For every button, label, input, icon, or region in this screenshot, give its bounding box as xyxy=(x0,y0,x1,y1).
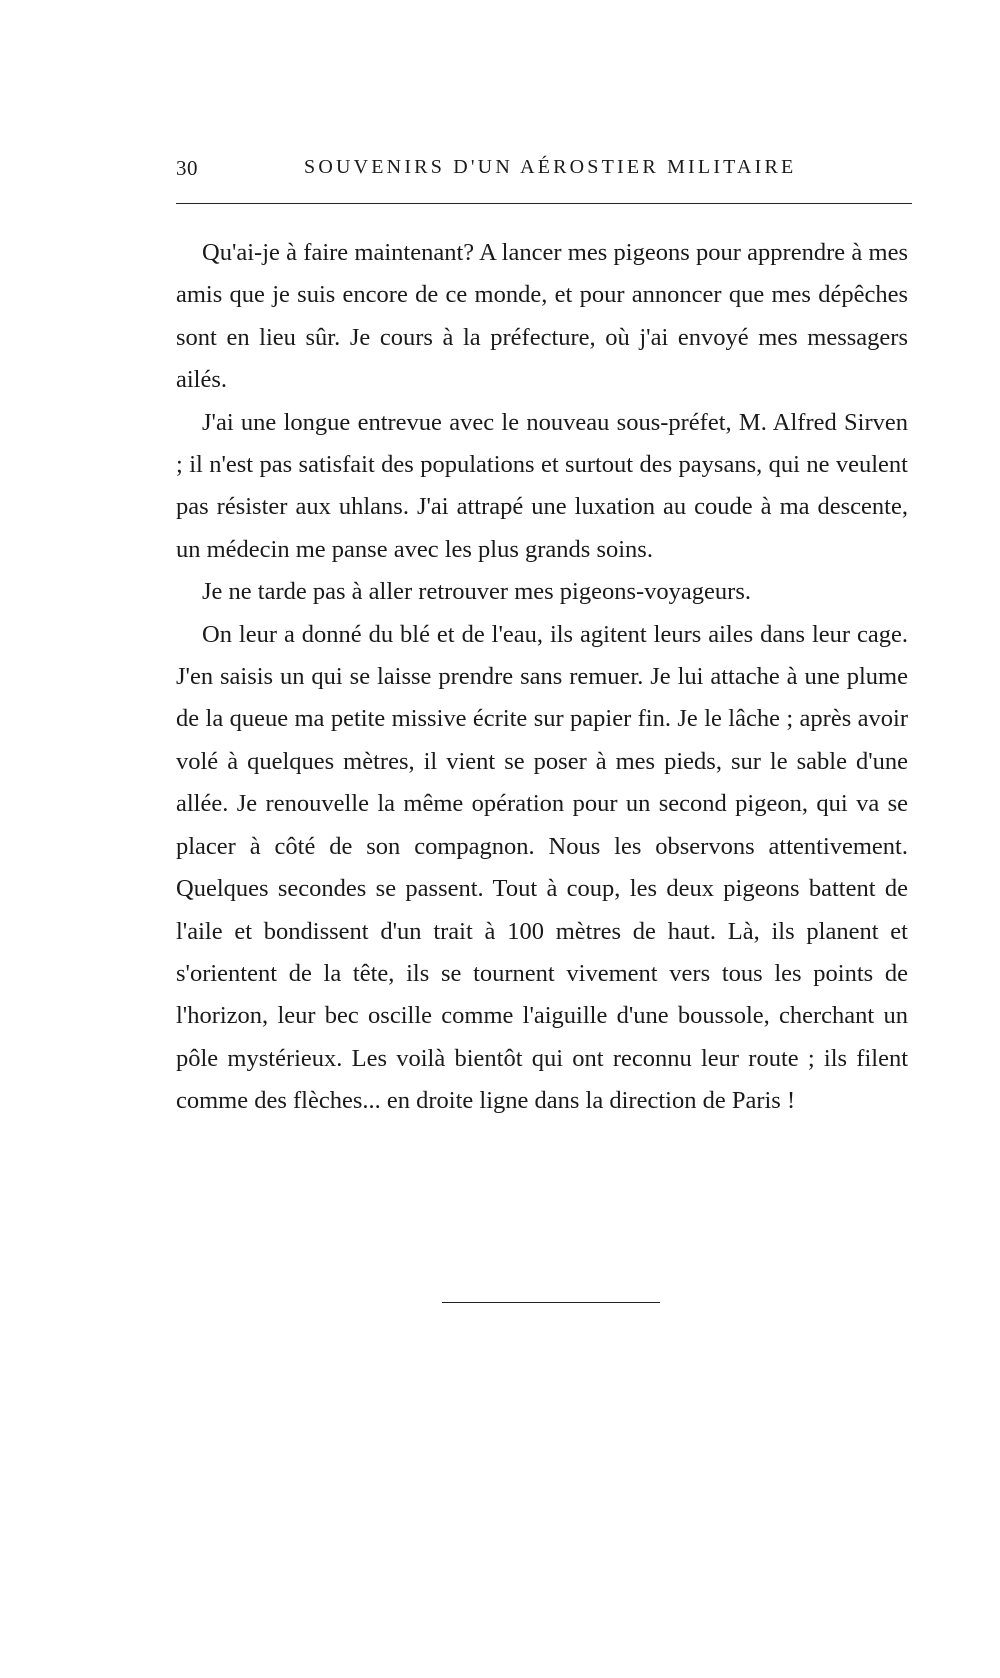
end-rule xyxy=(442,1302,660,1303)
header-rule xyxy=(176,203,912,204)
paragraph: Qu'ai-je à faire maintenant? A lancer mes pigeons pour apprendre à mes amis que je suis encore de ce monde, et pour annoncer que mes dépêches sont en lieu sûr. Je cours à la préfecture, où j'ai envoyé mes messagers ailés. xyxy=(176,239,908,394)
running-head xyxy=(176,156,912,186)
paragraph: J'ai une longue entrevue avec le nouveau sous-préfet, M. Alfred Sirven ; il n'est pas satisfait des populations et surtout des paysans, qui ne veulent pas résister aux uhlans. J'ai attrapé une luxation au coude à ma descente, un médecin me panse avec les plus grands soins. xyxy=(176,408,908,563)
running-title: SOUVENIRS D'UN AÉROSTIER MILITAIRE xyxy=(304,156,797,178)
page-number: 30 xyxy=(176,156,198,180)
paragraph: Je ne tarde pas à aller retrouver mes pigeons-voyageurs. xyxy=(202,578,751,606)
paragraph: On leur a donné du blé et de l'eau, ils agitent leurs ailes dans leur cage. J'en saisis un qui se laisse prendre sans remuer. Je lui attache à une plume de la queue ma petite missive écrite sur papier fin. Je le lâche ; après avoir volé à quelques mètres, il vient se poser à mes pieds, sur le sable d'une allée. Je renouvelle la même opération pour un second pigeon, qui va se placer à côté de son compagnon. Nous les observons attentivement. Quelques secondes se passent. Tout à coup, les deux pigeons battent de l'aile et bondissent d'un trait à 100 mètres de haut. Là, ils planent et s'orientent de la tête, ils se tournent vivement vers tous les points de l'horizon, leur bec oscille comme l'aiguille d'une boussole, cherchant un pôle mystérieux. Les voilà bientôt qui ont reconnu leur route ; ils filent comme des flèches... en droite ligne dans la direction de Paris ! xyxy=(176,620,908,1115)
body-text xyxy=(176,232,908,1123)
